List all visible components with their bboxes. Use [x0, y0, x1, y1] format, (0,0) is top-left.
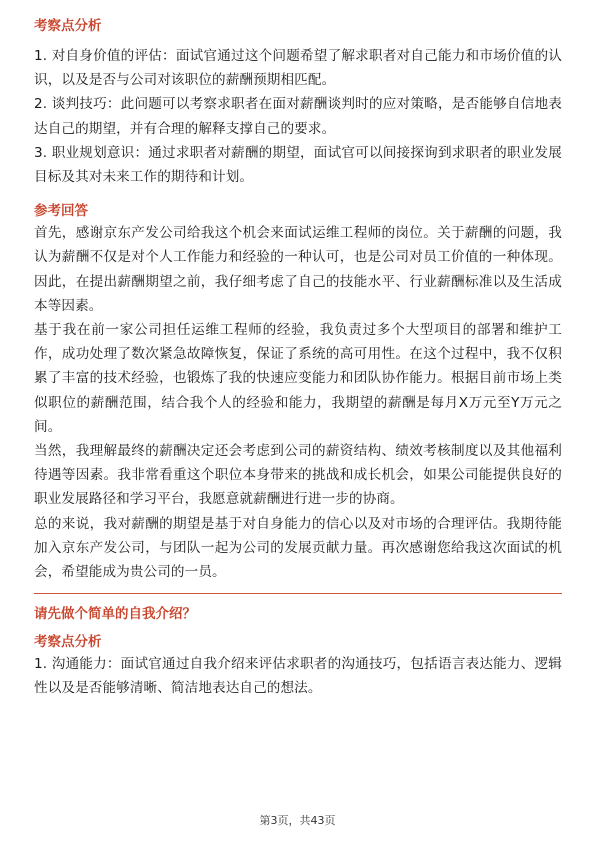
analysis-item: 1. 沟通能力：面试官通过自我介绍来评估求职者的沟通技巧，包括语言表达能力、逻辑性以及是否能够清晰、简洁地表达自己的想法。 — [34, 656, 562, 697]
analysis-heading: 考察点分析 — [34, 634, 102, 651]
answer-paragraph: 当然，我理解最终的薪酬决定还会考虑到公司的薪资结构、绩效考核制度以及其他福利待遇等因素。我非常看重这个职位本身带来的挑战和成长机会，如果公司能提供良好的职业发展路径和学习平台，我愿意就薪酬进行进一步的协商。 — [34, 443, 562, 508]
section-divider — [34, 593, 562, 594]
answer-paragraph: 基于我在前一家公司担任运维工程师的经验，我负责过多个大型项目的部署和维护工作，成功处理了数次紧急故障恢复，保证了系统的高可用性。在这个过程中，我不仅积累了丰富的技术经验，也锻炼了我的快速应变能力和团队协作能力。根据目前市场上类似职位的薪酬范围，结合我个人的经验和能力，我期望的薪酬是每月X万元至Y万元之间。 — [34, 322, 562, 435]
spacer — [34, 189, 562, 201]
analysis-item: 3. 职业规划意识：通过求职者对薪酬的期望，面试官可以间接探询到求职者的职业发展目标及其对未来工作的期待和计划。 — [34, 144, 562, 186]
answer-heading: 参考回答 — [34, 203, 88, 220]
analysis-heading: 考察点分析 — [34, 18, 102, 34]
answer-paragraph: 总的来说，我对薪酬的期望是基于对自身能力的信心以及对市场的合理评估。我期待能加入京东产发公司，与团队一起为公司的发展贡献力量。再次感谢您给我这次面试的机会，希望能成为贵公司的一员。 — [34, 515, 562, 581]
analysis-item: 2. 谈判技巧：此问题可以考察求职者在面对薪酬谈判时的应对策略，是否能够自信地表达自己的期望，并有合理的解释支撑自己的要求。 — [34, 96, 562, 137]
page-number: 第3页，共43页 — [259, 814, 336, 827]
analysis-item: 1. 对自身价值的评估：面试官通过这个问题希望了解求职者对自己能力和市场价值的认识，以及是否与公司对该职位的薪酬预期相匹配。 — [34, 48, 562, 89]
spacer — [34, 36, 562, 44]
spacer — [34, 624, 562, 632]
answer-paragraph: 首先，感谢京东产发公司给我这个机会来面试运维工程师的岗位。关于薪酬的问题，我认为薪酬不仅是对个人工作能力和经验的一种认可，也是公司对员工价值的一种体现。因此，在提出薪酬期望之前，我仔细考虑了自己的技能水平、行业薪酬标准以及生活成本等因素。 — [34, 225, 562, 314]
page-content — [34, 16, 562, 701]
question-heading: 请先做个简单的自我介绍？ — [34, 606, 196, 623]
